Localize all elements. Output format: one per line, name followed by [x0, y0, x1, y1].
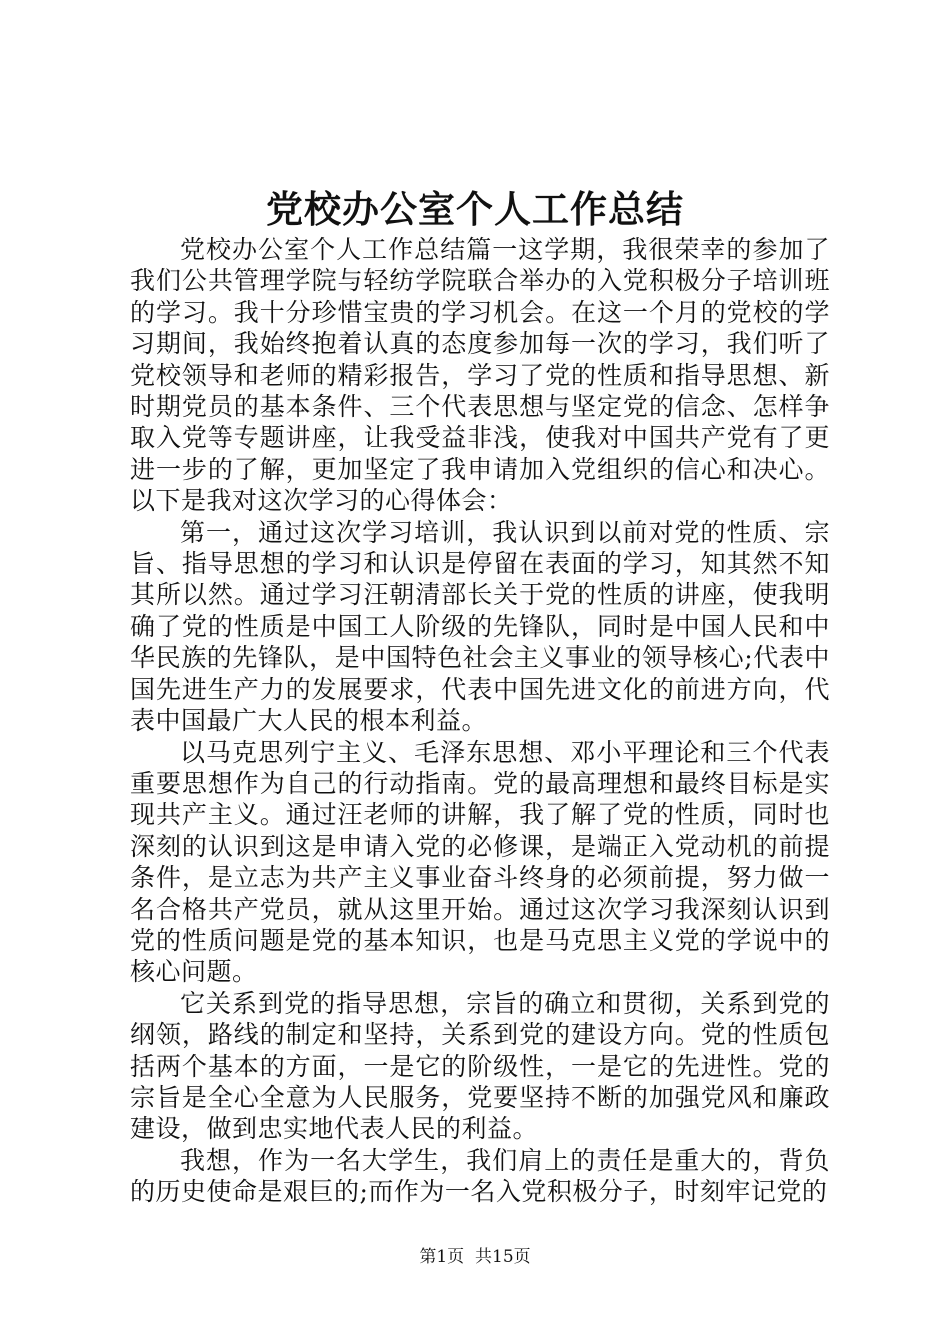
paragraph-5: 我想，作为一名大学生，我们肩上的责任是重大的，背负的历史使命是艰巨的;而作为一名入党积极分子，时刻牢记党的 — [130, 1145, 830, 1207]
page-footer — [0, 1245, 950, 1269]
document-title: 党校办公室个人工作总结 — [266, 187, 684, 231]
paragraph-3: 以马克思列宁主义、毛泽东思想、邓小平理论和三个代表重要思想作为自己的行动指南。党的最高理想和最终目标是实现共产主义。通过汪老师的讲解，我了解了党的性质，同时也深刻的认识到这是申请入党的必修课，是端正入党动机的前提条件，是立志为共产主义事业奋斗终身的必须前提，努力做一名合格共产党员，就从这里开始。通过这次学习我深刻认识到党的性质问题是党的基本知识，也是马克思主义党的学说中的核心问题。 — [130, 737, 830, 987]
paragraph-1: 党校办公室个人工作总结篇一这学期，我很荣幸的参加了我们公共管理学院与轻纺学院联合举办的入党积极分子培训班的学习。我十分珍惜宝贵的学习机会。在这一个月的党校的学习期间，我始终抱着认真的态度参加每一次的学习，我们听了党校领导和老师的精彩报告，学习了党的性质和指导思想、新时期党员的基本条件、三个代表思想与坚定党的信念、怎样争取入党等专题讲座，让我受益非浅，使我对中国共产党有了更进一步的了解，更加坚定了我申请加入党组织的信心和决心。以下是我对这次学习的心得体会： — [130, 235, 830, 516]
document-body — [130, 234, 830, 1208]
page-number: 第1页 — [419, 1247, 465, 1267]
paragraph-4: 它关系到党的指导思想，宗旨的确立和贯彻，关系到党的纲领，路线的制定和坚持，关系到党的建设方向。党的性质包括两个基本的方面，一是它的阶级性，一是它的先进性。党的宗旨是全心全意为人民服务，党要坚持不断的加强党风和廉政建设，做到忠实地代表人民的利益。 — [130, 988, 830, 1144]
paragraph-2: 第一，通过这次学习培训，我认识到以前对党的性质、宗旨、指导思想的学习和认识是停留在表面的学习，知其然不知其所以然。通过学习汪朝清部长关于党的性质的讲座，使我明确了党的性质是中国工人阶级的先锋队，同时是中国人民和中华民族的先锋队，是中国特色社会主义事业的领导核心;代表中国先进生产力的发展要求，代表中国先进文化的前进方向，代表中国最广大人民的根本利益。 — [130, 517, 830, 736]
page-total: 共15页 — [475, 1247, 531, 1267]
